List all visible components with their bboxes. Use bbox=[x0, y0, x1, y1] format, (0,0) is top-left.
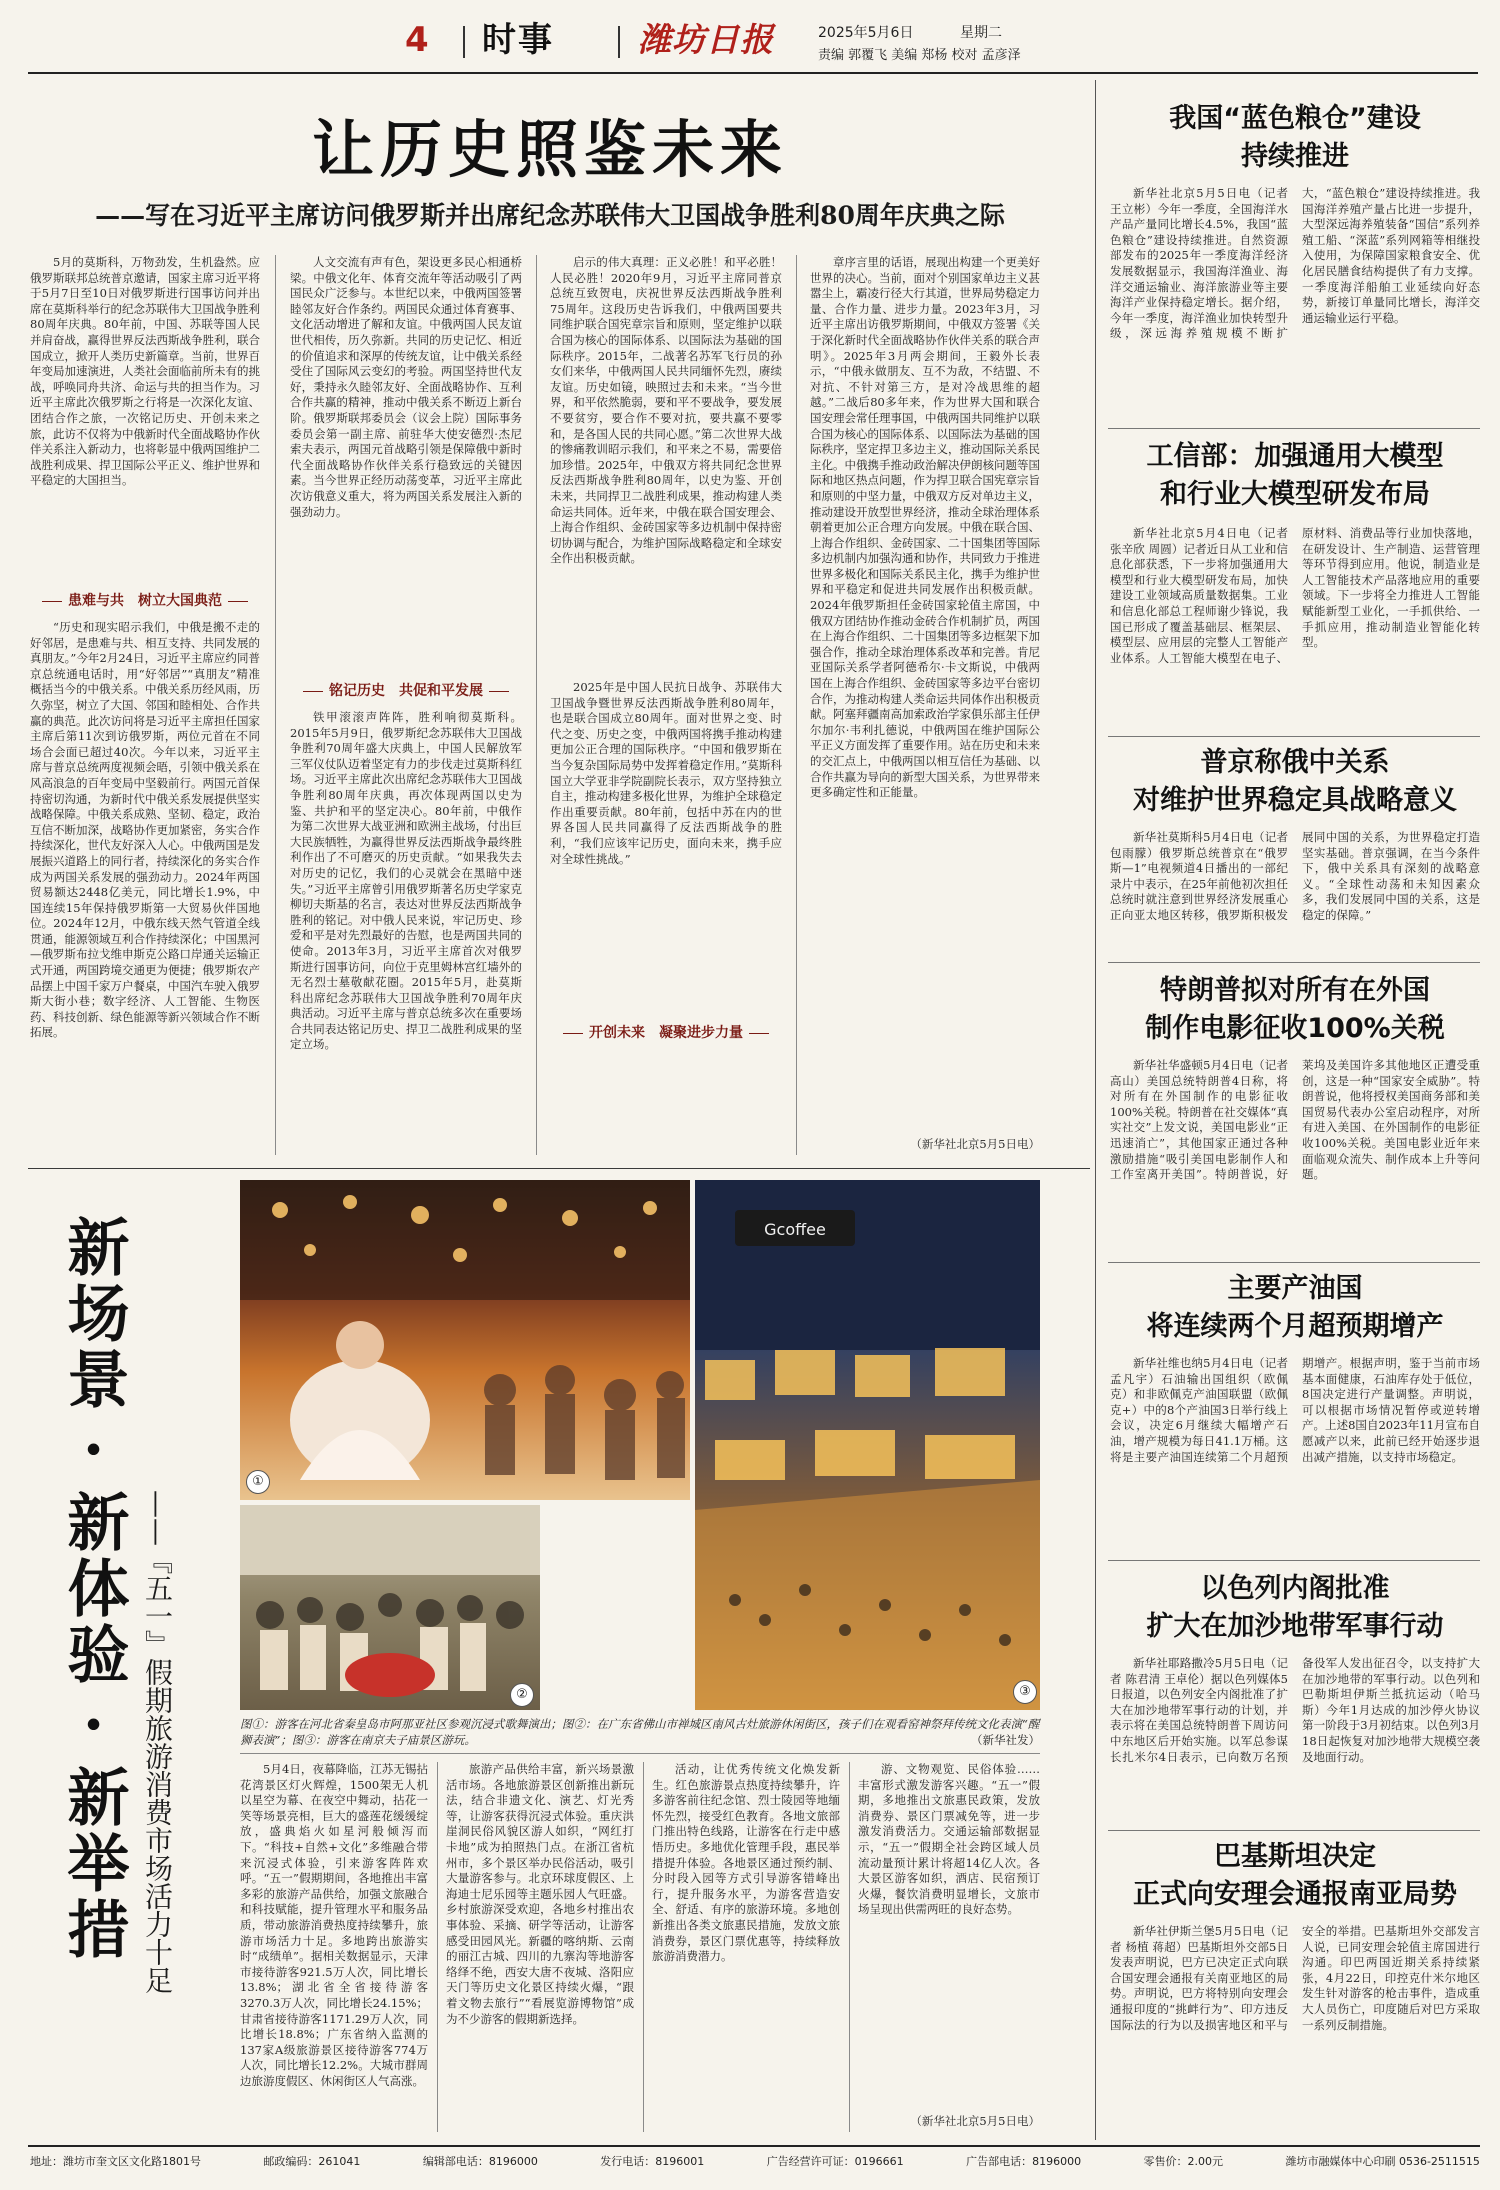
right-rule bbox=[1108, 1560, 1480, 1561]
right-headline-7-line-2: 正式向安理会通报南亚局势 bbox=[1133, 1879, 1457, 1910]
footer-ad-phone: 广告部电话：8196000 bbox=[966, 2155, 1082, 2168]
right-article-1 bbox=[1110, 186, 1480, 420]
right-headline-4-line-1: 特朗普拟对所有在外国 bbox=[1160, 975, 1430, 1006]
right-headline-3-line-1: 普京称俄中关系 bbox=[1200, 747, 1390, 778]
masthead-rule bbox=[28, 72, 1478, 74]
lead-paragraph: 章序言里的话语，展现出构建一个更美好世界的决心。当前，面对个别国家单边主义甚嚣尘上，霸凌行径大行其道，世界局势稳定力量、合作力量、进步力量。2023年3月，习近平主席出访俄罗斯期间，中俄双方签署《关于深化新时代全面战略协作伙伴关系的联合声明》。2025年3月两会期间，王毅外长表示，“中俄永做朋友、互不为敌，不结盟、不对抗、不针对第三方，是对冷战思维的超越。”二战后80多年来，作为世界大国和联合国安理会常任理事国，中俄两国共同维护以联合国为核心的国际体系、以国际法为基础的国际秩序，坚定捍卫多边主义，推动国际关系民主化。中俄携手推动政治解决伊朗核问题等国际和地区热点问题，作为捍卫联合国宪章宗旨和原则的中坚力量，中俄双方反对单边主义，推动建设开放型世界经济，推动全球治理体系朝着更加公正合理方向发展。中俄在联合国、上海合作组织、金砖国家、二十国集团等国际多边机制内加强沟通和协作，共同致力于推进世界多极化和国际关系民主化，携手为维护世界和平稳定和促进共同发展作出积极贡献。2024年俄罗斯担任金砖国家轮值主席国，中俄双方团结协作推动金砖合作机制扩员，两国在上海合作组织、二十国集团等多边框架下加强合作，推动全球治理体系改革和完善。肯尼亚国际关系学者阿德希尔·卡文斯说，中俄两国在上海合作组织、金砖国家等多边平台密切合作，为推动构建人类命运共同体作出积极贡献。阿塞拜疆南高加索政治学家俱乐部主任伊尔加尔·韦利扎德说，中俄两国在维护国际公平正义方面发挥了重要作用。站在历史和未来的交汇点上，中俄两国以相互信任为基础、以合作共赢为导向的新型大国关系，为世界带来更多确定性和正能量。 bbox=[810, 255, 1040, 800]
lead-subhead-1-text: 患难与共 树立大国典范 bbox=[68, 593, 222, 609]
right-headline-5 bbox=[1110, 1270, 1480, 1346]
right-headline-6-line-1: 以色列内阁批准 bbox=[1200, 1573, 1390, 1604]
shop-sign: Gcoffee bbox=[764, 1220, 826, 1239]
column-rule bbox=[849, 1762, 850, 2132]
feature-byline: （新华社北京5月5日电） bbox=[910, 2114, 1040, 2128]
right-rule bbox=[1108, 1262, 1480, 1263]
lead-paragraph: “历史和现实昭示我们，中俄是搬不走的好邻居，是患难与共、相互支持、共同发展的真朋友。”今年2月24日，习近平主席应约同普京总统通电话时，用“好邻居”“真朋友”精准概括当今的中俄关系。中俄关系历经风雨，历久弥坚，树立了大国、邻国和睦相处、合作共赢的典范。此次访问将是习近平主席担任国家主席后第11次到访俄罗斯，两位元首在不同场合会面已超过40次。今年以来，习近平主席与普京总统两度视频会晤，引领中俄关系在风高浪急的百年变局中坚毅前行。两国元首保持密切沟通，为新时代中俄关系发展提供坚实战略保障。中俄关系成熟、坚韧、稳定，政治互信不断加深，战略协作更加紧密，务实合作持续深化，世代友好深入人心。中俄两国是发展振兴道路上的同行者，持续深化的务实合作成为两国关系发展的强劲动力。2024年两国贸易额达2448亿美元，同比增长1.9%，中国连续15年保持俄罗斯第一大贸易伙伴国地位。2024年12月，中俄东线天然气管道全线贯通，能源领域互利合作持续深化；中国黑河—俄罗斯布拉戈维申斯克公路口岸通关运输正式开通，两国跨境交通更为便捷；俄罗斯农产品摆上中国千家万户餐桌，中国汽车驶入俄罗斯大街小巷；数字经济、人工智能、生物医药、科技创新、绿色能源等新兴领域合作不断拓展。 bbox=[30, 620, 260, 1040]
photo-caption bbox=[240, 1716, 1040, 1748]
caption-rule bbox=[240, 1753, 1040, 1754]
right-article-6-text: 新华社耶路撒冷5月5日电（记者 陈君清 王卓伦）据以色列媒体5日报道，以色列安全内阁批准了扩大在加沙地带军事行动的计划，并表示将在美国总统特朗普下周访问中东地区后开始实施。以军总参谋长扎米尔4日表示，已向数万名预备役军人发出征召令，以支持扩大在加沙地带的军事行动。以色列和巴勒斯坦伊斯兰抵抗运动（哈马斯）今年1月达成的加沙停火协议第一阶段于3月初结束。以色列3月18日起恢复对加沙地带大规模空袭及地面行动。 bbox=[1110, 1656, 1480, 1764]
right-article-6 bbox=[1110, 1656, 1480, 1822]
feature-paragraph: 旅游产品供给丰富，新兴场景激活市场。各地旅游景区创新推出新玩法，结合非遗文化、演艺、灯光秀等，让游客获得沉浸式体验。重庆洪崖洞民俗风貌区游人如织，“网红打卡地”成为拍照热门点。在浙江省杭州市，多个景区举办民俗活动，吸引大量游客参与。北京环球度假区、上海迪士尼乐园等主题乐园人气旺盛。乡村旅游深受欢迎，各地乡村推出农事体验、采摘、研学等活动，让游客感受田园风光。新疆的喀纳斯、云南的丽江古城、四川的九寨沟等地游客络绎不绝，西安大唐不夜城、洛阳应天门等历史文化景区持续火爆，“跟着文物去旅行”“看展览游博物馆”成为不少游客的假期新选择。 bbox=[446, 1762, 634, 2026]
lead-column-3 bbox=[550, 255, 782, 675]
right-headline-7 bbox=[1110, 1838, 1480, 1914]
right-rule bbox=[1108, 1830, 1480, 1831]
newspaper-logo: 潍坊日报 bbox=[638, 20, 774, 59]
lead-column-3-mid bbox=[550, 680, 782, 1010]
issue-date: 2025年5月6日 bbox=[818, 25, 914, 41]
lead-paragraph: 2025年是中国人民抗日战争、苏联伟大卫国战争暨世界反法西斯战争胜利80周年，也是联合国成立80周年。面对世界之变、时代之变、历史之变，中俄两国将携手推动构建更加公正合理的国际秩序。“中国和俄罗斯在当今复杂国际局势中发挥着稳定作用。”莫斯科国立大学亚非学院副院长表示，双方坚持独立自主，推动构建多极化世界，为维护全球稳定作出重要贡献。80年前，包括中苏在内的世界各国人民共同赢得了反法西斯战争的胜利，“我们应该牢记历史，面向未来，携手应对全球性挑战。” bbox=[550, 680, 782, 866]
lead-paragraph: 启示的伟大真理：正义必胜！和平必胜！人民必胜！2020年9月，习近平主席同普京总统互致贺电，庆祝世界反法西斯战争胜利75周年。这段历史告诉我们，中俄两国要共同维护联合国宪章宗旨和原则，坚定维护以联合国为核心的国际体系、以国际法为基础的国际秩序。2015年，二战著名苏军飞行员的孙女们来华，中俄两国人民共同缅怀先烈，赓续友谊。历史如镜，映照过去和未来。“当今世界，和平依然脆弱，要和平不要战争，要发展不要贫穷，要合作不要对抗，要共赢不要零和，是各国人民的共同心愿。”第二次世界大战的惨痛教训昭示我们，和平来之不易，需要倍加珍惜。2025年，中俄双方将共同纪念世界反法西斯战争胜利80周年，以史为鉴、开创未来，共同捍卫二战胜利成果，推动构建人类命运共同体。近年来，中俄在联合国安理会、上海合作组织、金砖国家等多边机制中保持密切协调与配合，为维护国际战略稳定和全球安全作出积极贡献。 bbox=[550, 255, 782, 566]
photo-3-scene bbox=[695, 1180, 1040, 1710]
lead-subhead-2 bbox=[290, 680, 522, 700]
right-article-4-text: 新华社华盛顿5月4日电（记者 高山）美国总统特朗普4日称，将对所有在外国制作的电影征收100%关税。特朗普在社交媒体“真实社交”上发文说，美国电影业“正迅速消亡”，其他国家正通过各种激励措施“吸引美国电影制作人和工作室离开美国”。特朗普说，好莱坞及美国许多其他地区正遭受重创，这是一种“国家安全威胁”。特朗普说，他将授权美国商务部和美国贸易代表办公室启动程序，对所有进入美国、在外国制作的电影征收100%关税。美国电影业近年来面临观众流失、制作成本上升等问题。 bbox=[1110, 1058, 1480, 1182]
right-headline-6-line-2: 扩大在加沙地带军事行动 bbox=[1146, 1611, 1444, 1642]
lead-subhead-3 bbox=[550, 1022, 782, 1042]
page-number: 4 bbox=[405, 20, 429, 60]
right-article-3-text: 新华社莫斯科5月4日电（记者 包雨朦）俄罗斯总统普京在“俄罗斯—1”电视频道4日播出的一部纪录片中表示，在25年前他初次担任总统时就注意到世界经济发展重心正向亚太地区转移，俄罗斯积极发展同中国的关系，为世界稳定打造坚实基础。普京强调，在当今条件下，俄中关系具有深刻的战略意义。“全球性动荡和未知因素众多，我们发展同中国的关系，这是稳定的保障。” bbox=[1110, 830, 1480, 922]
photo-3-night-city bbox=[695, 1180, 1040, 1710]
right-rail-rule bbox=[1095, 80, 1096, 2140]
lead-paragraph: 人文交流有声有色，架设更多民心相通桥梁。中俄文化年、体育交流年等活动吸引了两国民众广泛参与。本世纪以来，中俄两国签署睦邻友好合作条约。两国民众通过体育赛事、文化活动增进了解和友谊。中俄两国人民友谊世代相传，历久弥新。共同的历史记忆、相近的价值追求和深厚的传统友谊，让中俄关系经受住了国际风云变幻的考验。两国坚持世代友好，秉持永久睦邻友好、全面战略协作、互利合作共赢的精神，推动中俄关系不断迈上新台阶。俄罗斯联邦委员会（议会上院）国际事务委员会第一副主席、前驻华大使安德烈·杰尼索夫表示，两国元首战略引领是保障俄中新时代全面战略协作伙伴关系行稳致远的关键因素。当今世界正经历动荡变革，习近平主席此次访俄意义重大，将为两国关系发展注入新的强劲动力。 bbox=[290, 255, 522, 519]
lead-paragraph: 铁甲滚滚声阵阵，胜利响彻莫斯科。2015年5月9日，俄罗斯纪念苏联伟大卫国战争胜利70周年盛大庆典上，中国人民解放军三军仪仗队迈着坚定有力的步伐走过莫斯科红场。习近平主席此次出席纪念苏联伟大卫国战争胜利80周年庆典，再次体现两国以史为鉴、共护和平的坚定决心。80年前，中俄作为第二次世界大战亚洲和欧洲主战场，付出巨大民族牺牲，为赢得世界反法西斯战争最终胜利作出了不可磨灭的历史贡献。“如果我失去对历史的记忆，我们的心灵就会在黑暗中迷失。”习近平主席曾引用俄罗斯著名历史学家克柳切夫斯基的名言，表达对世界反法西斯战争胜利的铭记。对中俄人民来说，牢记历史、珍爱和平是对先烈最好的告慰，也是两国共同的使命。2013年3月，习近平主席首次对俄罗斯进行国事访问，向位于克里姆林宫红墙外的无名烈士墓敬献花圈。2015年5月，赴莫斯科出席纪念苏联伟大卫国战争胜利70周年庆典活动。习近平主席与普京总统多次在重要场合共同表达铭记历史、捍卫二战胜利成果的坚定立场。 bbox=[290, 710, 522, 1052]
right-article-1-text: 新华社北京5月5日电（记者 王立彬）今年一季度，全国海洋水产品产量同比增长4.5%，我国“蓝色粮仓”建设持续推进。自然资源部发布的2025年一季度海洋经济发展数据显示，我国海洋渔业、海洋交通运输业、海洋旅游业等主要海洋产业保持稳定增长。据介绍，今年一季度，海洋渔业加快转型升级，深远海养殖规模不断扩大，“蓝色粮仓”建设持续推进。我国海洋养殖产量占比进一步提升，大型深远海养殖装备“国信”系列养殖工船、“深蓝”系列网箱等相继投入使用，为保障国家粮食安全、优化居民膳食结构提供了有力支撑。一季度海洋船舶工业延续向好态势，新接订单量同比增长，海洋交通运输业运行平稳。 bbox=[1110, 186, 1480, 341]
lead-column-1 bbox=[30, 255, 260, 575]
column-rule bbox=[796, 255, 797, 1155]
column-rule bbox=[437, 1762, 438, 2132]
footer-address: 地址：潍坊市奎文区文化路1801号 bbox=[30, 2155, 201, 2168]
feature-column-4 bbox=[858, 1762, 1040, 2112]
right-headline-1-line-1: 我国“蓝色粮仓”建设 bbox=[1169, 103, 1421, 134]
right-article-2-text: 新华社北京5月4日电（记者 张辛欣 周圆）记者近日从工业和信息化部获悉，下一步将加强通用大模型和行业大模型研发布局，加快建设工业领域高质量数据集。工业和信息化部总工程师谢少锋说，我国已形成了覆盖基础层、框架层、模型层、应用层的完整人工智能产业体系。人工智能大模型在电子、原材料、消费品等行业加快落地，在研发设计、生产制造、运营管理等环节得到应用。他说，制造业是人工智能技术产品落地应用的重要领域。下一步将全力推进人工智能赋能新型工业化，一手抓供给、一手抓应用，推动制造业智能化转型。 bbox=[1110, 526, 1480, 665]
right-article-4 bbox=[1110, 1058, 1480, 1254]
feature-column-3 bbox=[652, 1762, 840, 2132]
right-article-7 bbox=[1110, 1924, 1480, 2134]
issue-weekday: 星期二 bbox=[960, 25, 1002, 41]
right-article-7-text: 新华社伊斯兰堡5月5日电（记者 杨植 蒋超）巴基斯坦外交部5日发表声明说，巴方已决定正式向联合国安理会通报有关南亚地区的局势。声明说，巴方将特别向安理会通报印度的“挑衅行为”、印方违反国际法的行为以及损害地区和平与安全的举措。巴基斯坦外交部发言人说，已同安理会轮值主席国进行沟通。印巴两国近期关系持续紧张，4月22日，印控克什米尔地区发生针对游客的枪击事件，造成重大人员伤亡，印度随后对巴方采取一系列反制措施。 bbox=[1110, 1924, 1480, 2032]
photo-1-scene bbox=[240, 1180, 690, 1500]
lead-subtitle: ——写在习近平主席访问俄罗斯并出席纪念苏联伟大卫国战争胜利80周年庆典之际 bbox=[95, 201, 1005, 230]
lead-column-2b bbox=[290, 710, 522, 1155]
photo-2-scene bbox=[240, 1505, 540, 1710]
footer-distribution-phone: 发行电话：8196001 bbox=[600, 2155, 705, 2168]
photo-caption-text: 图①：游客在河北省秦皇岛市阿那亚社区参观沉浸式歌舞演出；图②：在广东省佛山市禅城区南风古灶旅游休闲街区，孩子们在观看窑神祭拜传统文化表演“醒狮表演”；图③：游客在南京夫子庙景区游玩。 bbox=[240, 1717, 1040, 1747]
right-rule bbox=[1108, 428, 1480, 429]
right-rule bbox=[1108, 736, 1480, 737]
right-rule bbox=[1108, 962, 1480, 963]
lead-subhead-2-text: 铭记历史 共促和平发展 bbox=[329, 683, 483, 699]
lead-headline: 让历史照鉴未来 bbox=[311, 113, 788, 186]
section-title: 时事 bbox=[482, 20, 554, 60]
lead-bottom-rule bbox=[28, 1168, 1090, 1169]
right-headline-6 bbox=[1110, 1570, 1480, 1646]
feature-headline: 新场景·新体验·新举措 bbox=[57, 1215, 130, 1963]
right-headline-2-line-1: 工信部：加强通用大模型 bbox=[1146, 441, 1444, 472]
photo-1-performance bbox=[240, 1180, 690, 1500]
lead-byline: （新华社北京5月5日电） bbox=[910, 1137, 1040, 1151]
right-headline-1-line-2: 持续推进 bbox=[1241, 141, 1349, 172]
right-headline-5-line-1: 主要产油国 bbox=[1227, 1273, 1363, 1304]
feature-subtitle: ——『五一』假期旅游消费市场活力十足 bbox=[141, 1490, 174, 1994]
editor-credits: 责编 郭覆飞 美编 郑杨 校对 孟彦泽 bbox=[818, 48, 1021, 63]
photo-credit: （新华社发） bbox=[971, 1733, 1040, 1747]
right-article-5 bbox=[1110, 1356, 1480, 1552]
photo-2-lion-dance bbox=[240, 1505, 540, 1710]
right-headline-1 bbox=[1110, 100, 1480, 176]
right-article-2 bbox=[1110, 526, 1480, 728]
right-headline-7-line-1: 巴基斯坦决定 bbox=[1214, 1841, 1376, 1872]
footer-printer: 潍坊市融媒体中心印刷 0536-2511515 bbox=[1285, 2155, 1480, 2168]
right-headline-2 bbox=[1110, 438, 1480, 514]
lead-column-2 bbox=[290, 255, 522, 665]
right-article-5-text: 新华社维也纳5月4日电（记者 孟凡宇）石油输出国组织（欧佩克）和非欧佩克产油国联盟（欧佩克+）中的8个产油国3日举行线上会议，决定6月继续大幅增产石油，增产规模为每日41.1万桶。这将是主要产油国连续第二个月超预期增产。根据声明，鉴于当前市场基本面健康，石油库存处于低位，8国决定进行产量调整。声明说，可以根据市场情况暂停或逆转增产。上述8国自2023年11月宣布自愿减产以来，此前已经开始逐步退出减产措施，以支持市场稳定。 bbox=[1110, 1356, 1480, 1464]
feature-column-1 bbox=[240, 1762, 428, 2132]
right-article-3 bbox=[1110, 830, 1480, 954]
right-headline-3-line-2: 对维护世界稳定具战略意义 bbox=[1133, 785, 1457, 816]
masthead-divider bbox=[618, 26, 620, 58]
masthead-divider bbox=[463, 26, 465, 58]
lead-column-1b bbox=[30, 620, 260, 1155]
footer-rule bbox=[28, 2145, 1480, 2147]
right-headline-5-line-2: 将连续两个月超预期增产 bbox=[1146, 1311, 1444, 1342]
footer bbox=[30, 2152, 1480, 2174]
footer-postcode: 邮政编码：261041 bbox=[263, 2155, 361, 2168]
right-headline-4 bbox=[1110, 972, 1480, 1048]
column-rule bbox=[643, 1762, 644, 2132]
lead-paragraph: 5月的莫斯科，万物劲发，生机盎然。应俄罗斯联邦总统普京邀请，国家主席习近平将于5月7日至10日对俄罗斯进行国事访问并出席在莫斯科举行的纪念苏联伟大卫国战争胜利80周年庆典。80年前，中国、苏联等国人民并肩奋战，赢得世界反法西斯战争胜利，联合国成立，掀开人类历史新篇章。当前，世界百年变局加速演进，人类社会面临前所未有的挑战，呼唤同舟共济、命运与共的担当作为。习近平主席此次俄罗斯之行将是一次深化友谊、团结合作之旅，一次铭记历史、开创未来之旅，此访不仅将为中俄新时代全面战略协作伙伴关系注入新动力，也将彰显中俄两国维护二战胜利成果、捍卫国际公平正义、维护世界和平稳定的大国担当。 bbox=[30, 255, 260, 488]
lead-column-4 bbox=[810, 255, 1040, 1135]
feature-paragraph: 5月4日，夜幕降临，江苏无锡拈花湾景区灯火辉煌，1500架无人机以星空为幕、在夜空中舞动，拈花一笑等场景亮相，巨大的盛莲花缓缓绽放，盛典焰火如星河般倾泻而下。“科技+自然+文化”多维融合带来沉浸式体验，引来游客阵阵欢呼。“五一”假期期间，各地推出丰富多彩的旅游产品供给，加强文旅融合和科技赋能，提升管理水平和服务品质，带动旅游消费热度持续攀升，旅游市场活力十足。多地跨出旅游实时“成绩单”。据相关数据显示，天津市接待游客921.5万人次，同比增长13.8%；湖北省全省接待游客3270.3万人次，同比增长24.15%；甘肃省接待游客1171.29万人次，同比增长18.8%；广东省纳入监测的137家A级旅游景区接待游客774万人次，同比增长12.2%。大城市群周边旅游度假区、休闲街区人气高涨。 bbox=[240, 1762, 428, 2088]
photo-1-badge: ① bbox=[246, 1470, 270, 1494]
right-headline-3 bbox=[1110, 744, 1480, 820]
lead-subhead-1 bbox=[30, 590, 260, 610]
photo-2-badge: ② bbox=[510, 1683, 534, 1707]
masthead bbox=[0, 0, 1500, 88]
footer-price: 零售价：2.00元 bbox=[1143, 2155, 1224, 2168]
feature-column-2 bbox=[446, 1762, 634, 2132]
right-headline-2-line-2: 和行业大模型研发布局 bbox=[1160, 479, 1430, 510]
photo-3-badge: ③ bbox=[1013, 1680, 1037, 1704]
column-rule bbox=[536, 255, 537, 1155]
feature-paragraph: 游、文物观览、民俗体验……丰富形式激发游客兴趣。“五一”假期，多地推出文旅惠民政策，发放消费券、景区门票减免等，进一步激发消费活力。交通运输部数据显示，“五一”假期全社会跨区域人员流动量预计累计将超14亿人次。各大景区游客如织，酒店、民宿预订火爆，餐饮消费明显增长，文旅市场呈现出供需两旺的良好态势。 bbox=[858, 1762, 1040, 1917]
column-rule bbox=[275, 255, 276, 1155]
lead-subhead-3-text: 开创未来 凝聚进步力量 bbox=[589, 1025, 743, 1041]
footer-editorial-phone: 编辑部电话：8196000 bbox=[422, 2155, 538, 2168]
feature-paragraph: 活动，让优秀传统文化焕发新生。红色旅游景点热度持续攀升，许多游客前往纪念馆、烈士陵园等地缅怀先烈，接受红色教育。各地文旅部门推出特色线路，让游客在行走中感悟历史。多地优化管理手段，惠民举措提升体验。各地景区通过预约制、分时段入园等方式引导游客错峰出行，提升服务水平，为游客营造安全、舒适、有序的旅游环境。多地创新推出各类文旅惠民措施，发放文旅消费券，景区门票优惠等，持续释放旅游消费潜力。 bbox=[652, 1762, 840, 1964]
footer-ad-license: 广告经营许可证：0196661 bbox=[766, 2155, 904, 2168]
right-headline-4-line-2: 制作电影征收100%关税 bbox=[1145, 1013, 1445, 1044]
